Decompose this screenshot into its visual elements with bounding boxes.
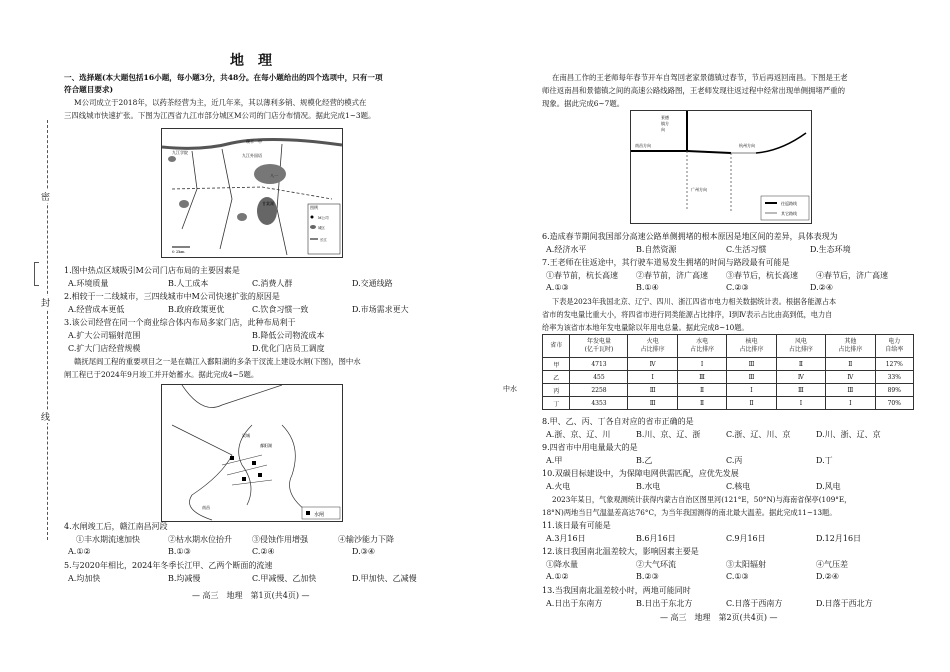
table-cell: 甲 — [543, 358, 570, 371]
q12-option-b[interactable]: B.②③ — [636, 572, 659, 581]
table-cell: Ⅲ — [826, 384, 875, 397]
svg-text:城区: 城区 — [318, 226, 325, 230]
q8-option-a[interactable]: A.浙、京、辽、川 — [546, 430, 611, 439]
q12-option-3: ③太阳辐射 — [726, 560, 766, 569]
svg-text:九江学院: 九江学院 — [172, 150, 188, 155]
intro-5: 2023年某日，气象观测统计获得内蒙古自治区图里河(121°E，50°N)与海南省保亭(109°E， — [552, 495, 852, 504]
svg-text:往返路线: 往返路线 — [781, 201, 797, 206]
page-1 — [62, 0, 447, 672]
q8-stem: 8.甲、乙、丙、丁各自对应的省市正确的是 — [542, 417, 694, 426]
q12-option-d[interactable]: D.②④ — [816, 572, 840, 581]
q5-stem: 5.与2020年相比，2024年冬季长江甲、乙两个断面的流速 — [64, 561, 273, 570]
store-map-figure — [161, 128, 343, 258]
table-cell: Ⅰ — [677, 358, 726, 371]
svg-text:南昌方向: 南昌方向 — [635, 143, 651, 148]
water-gate-map — [162, 385, 342, 521]
page-title: 地 理 — [230, 53, 272, 69]
svg-text:南昌: 南昌 — [202, 505, 210, 510]
table-cell: 33% — [875, 371, 913, 384]
table-cell: 丙 — [543, 384, 570, 397]
table-header: 其他 占比排序 — [826, 335, 875, 358]
q4-option-3: ③侵蚀作用增强 — [252, 535, 308, 544]
table-header: 年发电量 (亿千瓦时) — [570, 335, 628, 358]
q7-option-a[interactable]: A.①③ — [546, 283, 569, 292]
power-data-table — [542, 334, 914, 410]
q4-option-4: ④输沙能力下降 — [338, 535, 394, 544]
intro-2: 赣抚尾闾工程的重要项目之一是在赣江入鄱阳湖的多条干汊流上建设水闸(下图)，图中水 — [74, 357, 361, 366]
table-cell: Ⅲ — [776, 384, 825, 397]
q7-option-d[interactable]: D.②④ — [810, 283, 834, 292]
table-row — [543, 384, 914, 397]
table-cell: Ⅱ — [826, 358, 875, 371]
svg-text:广州方向: 广州方向 — [691, 187, 707, 192]
table-header-row — [543, 335, 914, 358]
q13-option-d[interactable]: D.日落于西北方 — [816, 599, 873, 608]
table-cell: Ⅳ — [628, 358, 677, 371]
q10-stem: 10.双碳目标建设中，为保障电网供需匹配，应优先发展 — [542, 469, 739, 478]
table-cell: Ⅰ — [776, 397, 825, 410]
table-cell: Ⅲ — [628, 384, 677, 397]
q10-option-c[interactable]: C.核电 — [726, 482, 751, 491]
q7-option-3: ③春节后，杭长高速 — [726, 271, 798, 280]
q6-option-d[interactable]: D.生态环境 — [810, 245, 851, 254]
q13-option-c[interactable]: C.日落于西南方 — [726, 599, 783, 608]
page-1-footer: — 高三 地理 第1页(共4页) — — [192, 591, 310, 600]
q2-stem: 2.相较于一二线城市，三四线城市中M公司快速扩张的原因是 — [64, 292, 280, 301]
q1-option-c[interactable]: C.消费人群 — [252, 279, 293, 288]
table-cell: Ⅰ — [826, 397, 875, 410]
table-cell: Ⅱ — [727, 397, 776, 410]
q8-option-c[interactable]: C.浙、辽、川、京 — [726, 430, 791, 439]
svg-text:鄱阳湖: 鄱阳湖 — [260, 443, 272, 448]
intro-3b: 师往返南昌和景德镇之间的高速公路线路图，王老师发现往返过程中经常出现单侧拥堵严重的 — [542, 86, 846, 95]
svg-text:其它路线: 其它路线 — [781, 211, 797, 216]
q1-option-a[interactable]: A.环境质量 — [68, 279, 109, 288]
table-header: 电力 自给率 — [875, 335, 913, 358]
q13-stem: 13.当我国南北温差较小时，两地可能同时 — [542, 586, 691, 595]
q5-option-d[interactable]: D.甲加快、乙减慢 — [352, 574, 417, 583]
table-cell: Ⅲ — [628, 397, 677, 410]
q13-option-a[interactable]: A.日出于东南方 — [546, 599, 603, 608]
intro-4b: 省市的发电量比重大小，将四省市进行同类能源占比排序，Ⅰ到Ⅳ表示占比由高到低，电力自 — [542, 310, 833, 319]
table-cell: 2258 — [570, 384, 628, 397]
binding-margin — [40, 120, 60, 540]
q5-option-a[interactable]: A.均加快 — [68, 574, 101, 583]
page-2 — [540, 0, 920, 672]
page-2-footer: — 高三 地理 第2页(共4页) — — [660, 613, 778, 622]
q2-option-d[interactable]: D.市场需求更大 — [352, 305, 409, 314]
q11-option-d[interactable]: D.12月16日 — [816, 534, 862, 543]
q7-option-c[interactable]: C.②③ — [726, 283, 749, 292]
middle-label: 中水 — [503, 385, 517, 393]
table-cell: 89% — [875, 384, 913, 397]
table-cell: 4713 — [570, 358, 628, 371]
q7-option-4: ④春节后，济广高速 — [816, 271, 888, 280]
q5-option-b[interactable]: B.均减慢 — [168, 574, 201, 583]
table-cell: Ⅳ — [776, 371, 825, 384]
q9-stem: 9.四省市中用电量最大的是 — [542, 443, 638, 452]
q11-option-c[interactable]: C.9月16日 — [726, 534, 766, 543]
q2-option-b[interactable]: B.政府政策更优 — [168, 305, 225, 314]
q1-option-d[interactable]: D.交通线路 — [352, 279, 393, 288]
q8-option-d[interactable]: D.川、浙、辽、京 — [816, 430, 881, 439]
dashed-line — [47, 120, 48, 540]
svg-text:镇方: 镇方 — [661, 121, 669, 126]
q4-option-b[interactable]: B.①③ — [168, 547, 191, 556]
table-header: 省市 — [543, 335, 570, 358]
svg-text:图例: 图例 — [310, 205, 318, 210]
intro-3c: 现象。据此完成6~7题。 — [542, 99, 625, 108]
svg-text:甘棠湖: 甘棠湖 — [262, 201, 274, 206]
table-cell: Ⅲ — [727, 358, 776, 371]
q6-option-c[interactable]: C.生活习惯 — [726, 245, 767, 254]
svg-text:0 2km: 0 2km — [172, 249, 185, 254]
q1-option-b[interactable]: B.人工成本 — [168, 279, 209, 288]
table-cell: Ⅱ — [776, 358, 825, 371]
svg-text:九江外国语: 九江外国语 — [242, 153, 262, 158]
q9-option-d[interactable]: D.丁 — [816, 456, 833, 465]
svg-text:向: 向 — [661, 127, 665, 132]
q4-option-d[interactable]: D.③④ — [352, 547, 376, 556]
table-cell: Ⅱ — [677, 384, 726, 397]
q10-option-d[interactable]: D.风电 — [816, 482, 841, 491]
water-gate-map-figure — [161, 384, 343, 522]
q4-option-a[interactable]: A.①② — [68, 547, 91, 556]
q7-option-2: ②春节前，济广高速 — [636, 271, 708, 280]
q9-option-c[interactable]: C.丙 — [726, 456, 743, 465]
table-header: 水电 占比排序 — [677, 335, 726, 358]
svg-text:八一: 八一 — [270, 173, 278, 178]
q1-stem: 1.图中热点区域吸引M公司门店布局的主要因素是 — [64, 266, 240, 275]
intro-1b: 三四线城市快速扩张。下图为江西省九江市部分城区M公司的门店分布情况。据此完成1~3题。 — [64, 111, 376, 120]
section-heading: 一、选择题(本大题包括16小题，每小题3分，共48分。在每小题给出的四个选项中，只有一项 — [64, 73, 383, 82]
intro-4c: 给率为该省市本地年发电量除以年用电总量。据此完成8~10题。 — [542, 323, 749, 332]
intro-1: M公司成立于2018年，以药茶经营为主，近几年来，其以薄利多销、规模化经营的模式在 — [74, 98, 367, 107]
svg-text:瑞丰一中: 瑞丰一中 — [246, 139, 262, 144]
margin-bracket — [34, 262, 39, 286]
q4-option-c[interactable]: C.②④ — [252, 547, 275, 556]
q12-option-4: ④气压差 — [816, 560, 848, 569]
table-cell: 4353 — [570, 397, 628, 410]
highway-map — [631, 111, 811, 223]
intro-5b: 18°N)两地当日气温温差高达76°C，为当年我国测得的南北最大温差。据此完成11~13题。 — [542, 508, 837, 517]
q11-stem: 11.该日最有可能是 — [542, 521, 611, 530]
table-cell: 455 — [570, 371, 628, 384]
margin-feng: 封 — [41, 296, 50, 309]
q12-option-a[interactable]: A.①② — [546, 572, 569, 581]
store-map — [162, 129, 342, 257]
svg-text:景德: 景德 — [661, 115, 669, 120]
q6-stem: 6.造成春节期间我国部分高速公路单侧拥堵的根本原因是地区间的差异，具体表现为 — [542, 232, 838, 241]
table-header: 核电 占比排序 — [727, 335, 776, 358]
intro-4: 下表是2023年我国北京、辽宁、四川、浙江四省市电力相关数据统计表。根据各能源占本 — [552, 297, 837, 306]
section-heading-2: 符合题目要求) — [64, 85, 114, 94]
q3-option-b[interactable]: B.降低公司物流成本 — [252, 331, 325, 340]
q4-stem: 4.水闸竣工后，赣江南昌河段 — [64, 522, 168, 531]
q2-option-a[interactable]: A.经营成本更低 — [68, 305, 125, 314]
q11-option-b[interactable]: B.6月16日 — [636, 534, 676, 543]
q12-option-c[interactable]: C.①③ — [726, 572, 749, 581]
intro-3: 在南昌工作的王老师每年春节开车自驾回老家景德镇过春节，节后再返回南昌。下图是王老 — [552, 73, 848, 82]
q9-option-a[interactable]: A.甲 — [546, 456, 563, 465]
q3-stem: 3.该公司经营在同一个商业综合体内布局多家门店，此种布局利于 — [64, 318, 296, 327]
table-cell: 丁 — [543, 397, 570, 410]
svg-text:长江: 长江 — [320, 238, 327, 242]
table-cell: Ⅱ — [677, 397, 726, 410]
svg-text:M公司: M公司 — [318, 216, 329, 220]
table-cell: Ⅲ — [727, 371, 776, 384]
table-row — [543, 397, 914, 410]
q10-option-a[interactable]: A.火电 — [546, 482, 571, 491]
svg-text:水闸: 水闸 — [314, 512, 325, 518]
q12-option-2: ②大气环流 — [636, 560, 676, 569]
table-cell: 70% — [875, 397, 913, 410]
q10-option-b[interactable]: B.水电 — [636, 482, 661, 491]
table-cell: Ⅰ — [628, 371, 677, 384]
table-cell: 127% — [875, 358, 913, 371]
q4-option-2: ②枯水期水位抬升 — [168, 535, 232, 544]
q6-option-a[interactable]: A.经济水平 — [546, 245, 587, 254]
q7-option-b[interactable]: B.①④ — [636, 283, 659, 292]
table-cell: Ⅳ — [826, 371, 875, 384]
table-cell: Ⅰ — [727, 384, 776, 397]
svg-text:杭州方向: 杭州方向 — [739, 143, 755, 148]
table-row — [543, 358, 914, 371]
table-cell: 乙 — [543, 371, 570, 384]
table-row — [543, 371, 914, 384]
svg-text:吴城: 吴城 — [242, 433, 250, 438]
q3-option-a[interactable]: A.扩大公司辐射范围 — [68, 331, 141, 340]
q3-option-d[interactable]: D.优化门店员工调度 — [252, 344, 325, 353]
table-header: 火电 占比排序 — [628, 335, 677, 358]
q7-option-1: ①春节前，杭长高速 — [546, 271, 618, 280]
q6-option-b[interactable]: B.自然资源 — [636, 245, 677, 254]
q9-option-b[interactable]: B.乙 — [636, 456, 653, 465]
intro-2b: 闸工程已于2024年9月竣工并开始蓄水。据此完成4~5题。 — [64, 370, 259, 379]
q7-stem: 7.王老师在往返途中，其行驶车道易发生拥堵的时间与路段最有可能是 — [542, 258, 790, 267]
table-header: 风电 占比排序 — [776, 335, 825, 358]
q13-option-b[interactable]: B.日出于东北方 — [636, 599, 693, 608]
q3-option-c[interactable]: C.扩大门店经营规模 — [68, 344, 141, 353]
margin-mi: 密 — [41, 190, 50, 203]
margin-xian: 线 — [41, 410, 50, 423]
q11-option-a[interactable]: A.3月16日 — [546, 534, 586, 543]
q12-option-1: ①降水量 — [546, 560, 578, 569]
q12-stem: 12.该日我国南北温差较大，影响因素主要是 — [542, 547, 699, 556]
q8-option-b[interactable]: B.川、京、辽、浙 — [636, 430, 701, 439]
q4-option-1: ①丰水期流速加快 — [76, 535, 140, 544]
q5-option-c[interactable]: C.甲减慢、乙加快 — [252, 574, 317, 583]
highway-map-figure — [630, 110, 812, 224]
table-cell: Ⅲ — [677, 371, 726, 384]
q2-option-c[interactable]: C.饮食习惯一致 — [252, 305, 309, 314]
